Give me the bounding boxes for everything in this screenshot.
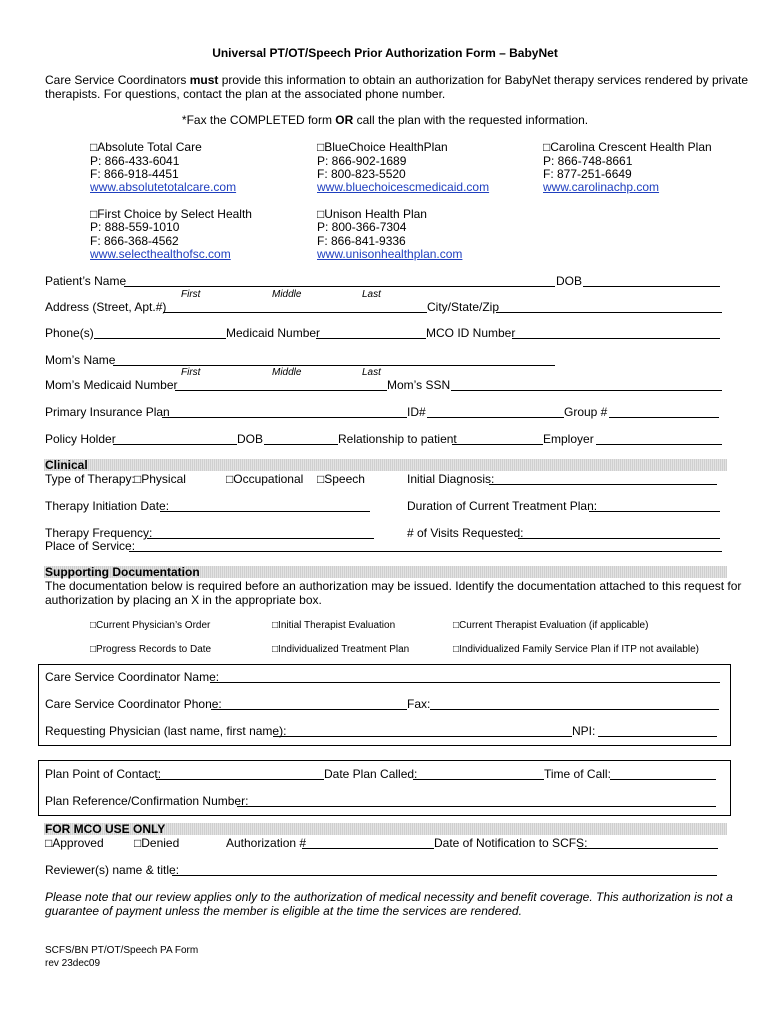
intro-emphasis: must bbox=[189, 73, 219, 87]
reviewer-field[interactable] bbox=[172, 875, 717, 876]
frequency-field[interactable] bbox=[147, 538, 374, 539]
occupational-option[interactable] bbox=[226, 472, 303, 486]
mom-ssn-field[interactable] bbox=[451, 390, 722, 391]
csc-phone-field[interactable] bbox=[211, 709, 407, 710]
time-call-label: Time of Call: bbox=[544, 767, 611, 781]
address-field[interactable] bbox=[163, 312, 427, 313]
fax-note-emphasis: OR bbox=[335, 113, 354, 127]
duration-label: Duration of Current Treatment Plan: bbox=[407, 499, 598, 513]
place-field[interactable] bbox=[129, 551, 722, 552]
clinical-heading: Clinical bbox=[45, 458, 88, 472]
city-label: City/State/Zip bbox=[427, 300, 500, 314]
plan-link[interactable]: www.carolinachp.com bbox=[543, 180, 660, 194]
checkbox[interactable]: □ bbox=[226, 472, 234, 486]
plan-phone: P: 866-433-6041 bbox=[90, 154, 180, 168]
checkbox[interactable]: □ bbox=[317, 140, 325, 154]
option-label: Physical bbox=[141, 472, 186, 486]
supporting-text-1: The documentation below is required before an authorization may be issued. Identify the documentation attached to this request for bbox=[45, 579, 742, 593]
plan-name bbox=[90, 140, 202, 154]
plan-label: BlueChoice HealthPlan bbox=[324, 140, 448, 154]
supporting-text-2: authorization by placing an X in the appropriate box. bbox=[45, 593, 322, 607]
plan-fax: F: 866-368-4562 bbox=[90, 234, 179, 248]
option-label: Individualized Family Service Plan if ITP not available) bbox=[459, 644, 699, 655]
phone-label: Phone(s) bbox=[45, 326, 94, 340]
doc-option[interactable] bbox=[90, 643, 211, 657]
plan-fax: F: 877-251-6649 bbox=[543, 167, 632, 181]
checkbox[interactable]: □ bbox=[134, 472, 142, 486]
npi-label: NPI: bbox=[572, 724, 596, 738]
option-label: Speech bbox=[324, 472, 365, 486]
policy-dob-field[interactable] bbox=[264, 444, 338, 445]
diagnosis-label: Initial Diagnosis: bbox=[407, 472, 495, 486]
visits-field[interactable] bbox=[518, 538, 720, 539]
plan-link[interactable]: www.absolutetotalcare.com bbox=[90, 180, 237, 194]
checkbox[interactable]: □ bbox=[453, 620, 460, 631]
plan-link[interactable]: www.unisonhealthplan.com bbox=[317, 247, 463, 261]
csc-phone-label: Care Service Coordinator Phone: bbox=[45, 697, 222, 711]
patient-name-field[interactable] bbox=[124, 286, 555, 287]
option-label: Denied bbox=[141, 836, 180, 850]
therapy-type-label: Type of Therapy: bbox=[45, 472, 135, 486]
plan-phone: P: 866-902-1689 bbox=[317, 154, 407, 168]
mco-heading: FOR MCO USE ONLY bbox=[45, 822, 166, 836]
option-label: Progress Records to Date bbox=[96, 644, 212, 655]
fax-note-text: *Fax the COMPLETED form bbox=[181, 113, 336, 127]
physician-label: Requesting Physician (last name, first name): bbox=[45, 724, 287, 738]
mom-medicaid-label: Mom’s Medicaid Number bbox=[45, 378, 178, 392]
notification-field[interactable] bbox=[578, 848, 718, 849]
plan-name bbox=[317, 140, 448, 154]
plan-contact-label: Plan Point of Contact: bbox=[45, 767, 162, 781]
time-call-field[interactable] bbox=[610, 779, 716, 780]
doc-option[interactable] bbox=[272, 619, 395, 633]
plan-label: Unison Health Plan bbox=[324, 207, 427, 221]
plan-label: Absolute Total Care bbox=[97, 140, 202, 154]
dob-label: DOB bbox=[556, 274, 583, 288]
option-label: Approved bbox=[52, 836, 104, 850]
plan-phone: P: 888-559-1010 bbox=[90, 220, 180, 234]
speech-option[interactable] bbox=[317, 472, 365, 486]
mom-medicaid-field[interactable] bbox=[175, 390, 387, 391]
address-label: Address (Street, Apt.#) bbox=[45, 300, 167, 314]
plan-link[interactable]: www.selecthealthofsc.com bbox=[90, 247, 231, 261]
primary-insurance-label: Primary Insurance Plan bbox=[45, 405, 170, 419]
denied-option[interactable] bbox=[134, 836, 179, 850]
fax-note bbox=[0, 113, 770, 127]
supporting-heading: Supporting Documentation bbox=[45, 565, 200, 579]
intro-text: provide this information to obtain an authorization for BabyNet therapy services rendered by private bbox=[218, 73, 749, 87]
checkbox[interactable]: □ bbox=[317, 207, 325, 221]
relationship-field[interactable] bbox=[452, 444, 543, 445]
doc-option[interactable] bbox=[453, 619, 648, 633]
fax-note-text: call the plan with the requested information. bbox=[353, 113, 589, 127]
first-caption: First bbox=[181, 367, 201, 378]
initiation-field[interactable] bbox=[160, 511, 370, 512]
checkbox[interactable]: □ bbox=[90, 644, 97, 655]
visits-label: # of Visits Requested: bbox=[407, 526, 524, 540]
checkbox[interactable]: □ bbox=[90, 140, 98, 154]
intro-line-2: therapists. For questions, contact the plan at the associated phone number. bbox=[45, 87, 446, 101]
reference-label: Plan Reference/Confirmation Number: bbox=[45, 794, 249, 808]
frequency-label: Therapy Frequency: bbox=[45, 526, 153, 540]
date-called-field[interactable] bbox=[413, 779, 544, 780]
doc-option[interactable] bbox=[272, 643, 409, 657]
npi-field[interactable] bbox=[598, 736, 717, 737]
plan-fax: F: 800-823-5520 bbox=[317, 167, 406, 181]
initiation-label: Therapy Initiation Date: bbox=[45, 499, 170, 513]
disclaimer-line-2: guarantee of payment unless the member is eligible at the time the services are rendered. bbox=[45, 904, 522, 918]
policy-holder-label: Policy Holder bbox=[45, 432, 116, 446]
middle-caption: Middle bbox=[272, 367, 302, 378]
mco-id-label: MCO ID Number bbox=[426, 326, 516, 340]
duration-field[interactable] bbox=[589, 511, 720, 512]
checkbox[interactable]: □ bbox=[317, 472, 325, 486]
city-field[interactable] bbox=[496, 312, 722, 313]
authorization-field[interactable] bbox=[302, 848, 434, 849]
phone-field[interactable] bbox=[94, 338, 226, 339]
plan-link[interactable]: www.bluechoicescmedicaid.com bbox=[317, 180, 490, 194]
plan-label: First Choice by Select Health bbox=[97, 207, 252, 221]
plan-name bbox=[543, 140, 712, 154]
doc-option[interactable] bbox=[90, 619, 210, 633]
mco-id-field[interactable] bbox=[512, 338, 720, 339]
plan-name bbox=[90, 207, 252, 221]
doc-option[interactable] bbox=[453, 643, 699, 657]
mom-name-label: Mom’s Name bbox=[45, 353, 116, 367]
form-id: SCFS/BN PT/OT/Speech PA Form bbox=[45, 945, 199, 956]
policy-holder-field[interactable] bbox=[113, 444, 237, 445]
first-caption: First bbox=[181, 289, 201, 300]
id-field[interactable] bbox=[427, 417, 564, 418]
csc-name-label: Care Service Coordinator Name: bbox=[45, 670, 220, 684]
place-label: Place of Service: bbox=[45, 539, 136, 553]
plan-contact-field[interactable] bbox=[156, 779, 324, 780]
dob-field[interactable] bbox=[583, 286, 720, 287]
intro-text: Care Service Coordinators bbox=[45, 73, 190, 87]
option-label: Initial Therapist Evaluation bbox=[278, 620, 396, 631]
group-label: Group # bbox=[564, 405, 608, 419]
relationship-label: Relationship to patient bbox=[338, 432, 457, 446]
last-caption: Last bbox=[362, 367, 381, 378]
authorization-label: Authorization # bbox=[226, 836, 307, 850]
employer-field[interactable] bbox=[596, 444, 722, 445]
medicaid-field[interactable] bbox=[316, 338, 426, 339]
checkbox[interactable]: □ bbox=[90, 620, 97, 631]
date-called-label: Date Plan Called: bbox=[324, 767, 418, 781]
csc-fax-field[interactable] bbox=[430, 709, 719, 710]
csc-fax-label: Fax: bbox=[407, 697, 431, 711]
primary-insurance-field[interactable] bbox=[162, 417, 407, 418]
plan-fax: F: 866-841-9336 bbox=[317, 234, 406, 248]
option-label: Current Therapist Evaluation (if applicable) bbox=[459, 620, 649, 631]
employer-label: Employer bbox=[543, 432, 594, 446]
middle-caption: Middle bbox=[272, 289, 302, 300]
mom-ssn-label: Mom’s SSN bbox=[387, 378, 451, 392]
physician-field[interactable] bbox=[273, 736, 572, 737]
plan-phone: P: 800-366-7304 bbox=[317, 220, 407, 234]
plan-name bbox=[317, 207, 427, 221]
id-label: ID# bbox=[407, 405, 426, 419]
policy-dob-label: DOB bbox=[237, 432, 264, 446]
medicaid-label: Medicaid Number bbox=[226, 326, 321, 340]
checkbox[interactable]: □ bbox=[272, 644, 279, 655]
approved-option[interactable] bbox=[45, 836, 104, 850]
checkbox[interactable]: □ bbox=[45, 836, 53, 850]
plan-label: Carolina Crescent Health Plan bbox=[550, 140, 712, 154]
patient-name-label: Patient’s Name bbox=[45, 274, 127, 288]
checkbox[interactable]: □ bbox=[90, 207, 98, 221]
disclaimer-line-1: Please note that our review applies only to the authorization of medical necessity and benefit coverage. This authorization is not a bbox=[45, 890, 733, 904]
intro-line-1 bbox=[45, 73, 748, 87]
option-label: Current Physician’s Order bbox=[96, 620, 211, 631]
notification-label: Date of Notification to SCFS: bbox=[434, 836, 588, 850]
reference-field[interactable] bbox=[237, 806, 716, 807]
last-caption: Last bbox=[362, 289, 381, 300]
plan-phone: P: 866-748-8661 bbox=[543, 154, 633, 168]
group-field[interactable] bbox=[609, 417, 719, 418]
checkbox[interactable]: □ bbox=[272, 620, 279, 631]
option-label: Occupational bbox=[233, 472, 304, 486]
page-title: Universal PT/OT/Speech Prior Authorization Form – BabyNet bbox=[212, 46, 558, 60]
checkbox[interactable]: □ bbox=[543, 140, 551, 154]
mom-name-field[interactable] bbox=[113, 365, 555, 366]
physical-option[interactable] bbox=[134, 472, 186, 486]
diagnosis-field[interactable] bbox=[489, 484, 717, 485]
revision: rev 23dec09 bbox=[45, 958, 101, 969]
reviewer-label: Reviewer(s) name & title: bbox=[45, 863, 180, 877]
checkbox[interactable]: □ bbox=[453, 644, 460, 655]
csc-name-field[interactable] bbox=[210, 682, 720, 683]
option-label: Individualized Treatment Plan bbox=[278, 644, 410, 655]
section-shade bbox=[44, 459, 727, 471]
checkbox[interactable]: □ bbox=[134, 836, 142, 850]
plan-fax: F: 866-918-4451 bbox=[90, 167, 179, 181]
